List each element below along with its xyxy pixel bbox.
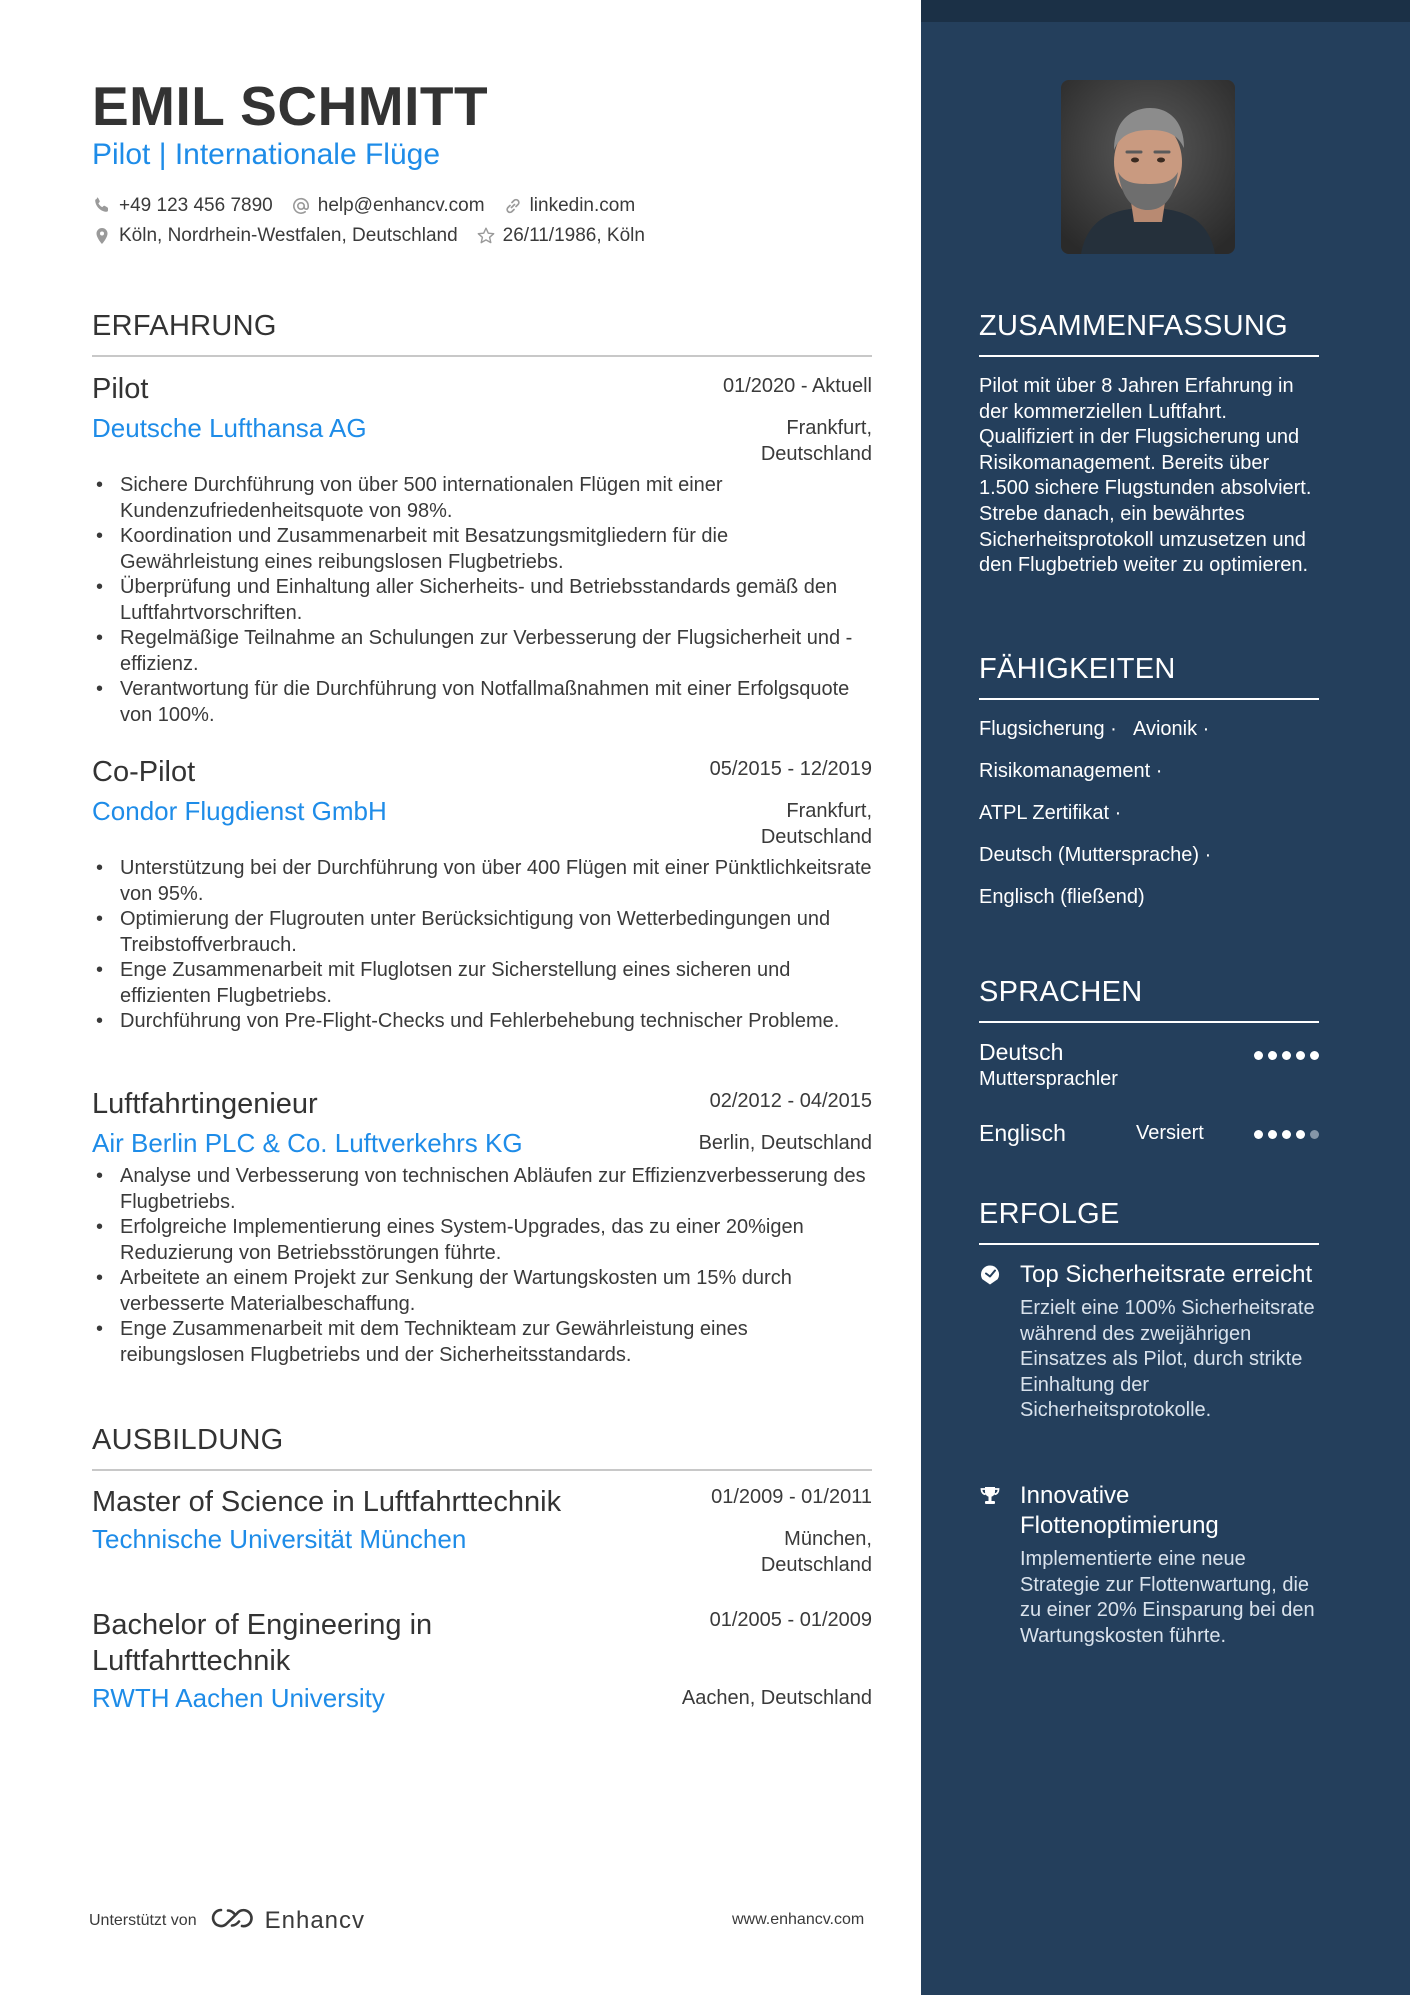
rating-dot-filled bbox=[1296, 1051, 1305, 1060]
language-name: Englisch bbox=[979, 1120, 1066, 1146]
experience-role: Luftfahrtingenieur bbox=[92, 1088, 318, 1120]
contact-link-text[interactable]: linkedin.com bbox=[529, 195, 636, 216]
rating-dot-filled bbox=[1254, 1130, 1263, 1139]
bullet-item: • Koordination und Zusammenarbeit mit Besatzungsmitgliedern für die Gewährleistung eines reibungslosen Flugbetriebs. bbox=[92, 524, 872, 575]
education-school: Technische Universität München bbox=[92, 1524, 467, 1554]
education-date: 01/2005 - 01/2009 bbox=[709, 1609, 872, 1631]
summary-text: Pilot mit über 8 Jahren Erfahrung in der kommerziellen Luftfahrt. Qualifiziert in der Flugsicherung und Risikomanagement. Bereits über 1.500 sichere Flugstunden absolviert. Strebe danach, ein bewährtes Sicherheitsprotokoll umzusetzen und den Flugbetrieb weiter zu optimieren. bbox=[979, 375, 1312, 577]
experience-company: Air Berlin PLC & Co. Luftverkehrs KG bbox=[92, 1128, 523, 1158]
skill-item: Flugsicherung · bbox=[979, 718, 1117, 740]
candidate-headline: Pilot | Internationale Flüge bbox=[92, 138, 441, 171]
bullet-item: • Enge Zusammenarbeit mit Fluglotsen zur Sicherstellung eines sicheren und effizienten Flugbetriebs. bbox=[92, 958, 872, 1009]
bullet-item: • Enge Zusammenarbeit mit dem Technikteam zur Gewährleistung eines reibungslosen Flugbetriebs und der Sicherheitsstandards. bbox=[92, 1317, 872, 1368]
experience-bullets bbox=[92, 473, 872, 728]
phone-icon bbox=[92, 196, 112, 216]
experience-date: 02/2012 - 04/2015 bbox=[709, 1090, 872, 1112]
section-title-skills: FÄHIGKEITEN bbox=[979, 653, 1319, 700]
at-icon bbox=[291, 196, 311, 216]
language-name: Deutsch bbox=[979, 1039, 1064, 1065]
skill-item: Englisch (fließend) bbox=[979, 886, 1145, 908]
experience-entry-2 bbox=[92, 756, 872, 1035]
language-level: Versiert bbox=[1136, 1122, 1204, 1144]
experience-location: Berlin, Deutschland bbox=[698, 1132, 872, 1154]
bullet-item: • Verantwortung für die Durchführung von Notfallmaßnahmen mit einer Erfolgsquote von 100%. bbox=[92, 677, 872, 728]
experience-role: Co-Pilot bbox=[92, 756, 196, 788]
rating-dot-filled bbox=[1268, 1051, 1277, 1060]
education-degree: Bachelor of Engineering in Luftfahrttechnik bbox=[92, 1609, 433, 1677]
contact-birth bbox=[476, 225, 645, 247]
skill-item: Deutsch (Muttersprache) · bbox=[979, 844, 1212, 866]
star-icon bbox=[476, 226, 496, 246]
experience-entry-1 bbox=[92, 373, 872, 728]
skill-item: ATPL Zertifikat · bbox=[979, 802, 1122, 824]
experience-bullets bbox=[92, 1164, 872, 1368]
section-title-experience: ERFAHRUNG bbox=[92, 310, 872, 357]
rating-dot-filled bbox=[1268, 1130, 1277, 1139]
experience-bullets bbox=[92, 856, 872, 1035]
footer-website[interactable]: www.enhancv.com bbox=[732, 1911, 865, 1928]
achievement-title: Top Sicherheitsrate erreicht bbox=[1020, 1261, 1313, 1288]
contact-location-text: Köln, Nordrhein-Westfalen, Deutschland bbox=[119, 225, 458, 246]
language-row-englisch bbox=[979, 1120, 1319, 1147]
education-entry-2 bbox=[92, 1607, 872, 1735]
education-location: Aachen, Deutschland bbox=[681, 1687, 872, 1709]
enhancv-logo-icon bbox=[209, 1905, 257, 1936]
experience-company: Condor Flugdienst GmbH bbox=[92, 796, 387, 826]
candidate-name: EMIL SCHMITT bbox=[92, 75, 489, 137]
bullet-item: • Sichere Durchführung von über 500 internationalen Flügen mit einer Kundenzufriedenheitsquote von 98%. bbox=[92, 473, 872, 524]
experience-date: 05/2015 - 12/2019 bbox=[709, 758, 872, 780]
contact-phone bbox=[92, 195, 273, 217]
experience-company: Deutsche Lufthansa AG bbox=[92, 413, 367, 443]
bullet-item: • Arbeitete an einem Projekt zur Senkung der Wartungskosten um 15% durch verbesserte Materialbeschaffung. bbox=[92, 1266, 872, 1317]
rating-dot-filled bbox=[1310, 1051, 1319, 1060]
language-rating bbox=[1249, 1051, 1319, 1060]
language-level: Muttersprachler bbox=[979, 1068, 1118, 1090]
rating-dot-empty bbox=[1310, 1130, 1319, 1139]
contact-link bbox=[503, 195, 636, 217]
skill-item: Risikomanagement · bbox=[979, 760, 1163, 782]
rating-dot-filled bbox=[1296, 1130, 1305, 1139]
language-row-deutsch bbox=[979, 1039, 1319, 1091]
contact-email bbox=[291, 195, 485, 217]
bullet-item: • Überprüfung und Einhaltung aller Sicherheits- und Betriebsstandards gemäß den Luftfahrtvorschriften. bbox=[92, 575, 872, 626]
powered-by-text: Unterstützt von bbox=[89, 1911, 197, 1929]
experience-location: Frankfurt, Deutschland bbox=[760, 417, 872, 465]
rating-dot-filled bbox=[1282, 1051, 1291, 1060]
bullet-item: • Unterstützung bei der Durchführung von über 400 Flügen mit einer Pünktlichkeitsrate von 95%. bbox=[92, 856, 872, 907]
section-title-education: AUSBILDUNG bbox=[92, 1424, 872, 1471]
footer-brand: Enhancv bbox=[264, 1906, 366, 1934]
footer-powered-by bbox=[89, 1905, 365, 1936]
contact-phone-text[interactable]: +49 123 456 7890 bbox=[119, 195, 273, 216]
bullet-item: • Analyse und Verbesserung von technischen Abläufen zur Effizienzverbesserung des Flugbetriebs. bbox=[92, 1164, 872, 1215]
experience-location: Frankfurt, Deutschland bbox=[760, 800, 872, 848]
shield-icon bbox=[979, 1264, 1001, 1286]
language-rating bbox=[1249, 1130, 1319, 1139]
contact-email-text[interactable]: help@enhancv.com bbox=[317, 195, 485, 216]
rating-dot-filled bbox=[1254, 1051, 1263, 1060]
bullet-item: • Optimierung der Flugrouten unter Berücksichtigung von Wetterbedingungen und Treibstoffverbrauch. bbox=[92, 907, 872, 958]
section-title-summary: ZUSAMMENFASSUNG bbox=[979, 310, 1319, 357]
bullet-item: • Regelmäßige Teilnahme an Schulungen zur Verbesserung der Flugsicherheit und -effizienz. bbox=[92, 626, 872, 677]
bullet-item: • Durchführung von Pre-Flight-Checks und Fehlerbehebung technischer Probleme. bbox=[92, 1009, 872, 1035]
contact-location bbox=[92, 225, 458, 247]
profile-photo bbox=[1061, 80, 1235, 254]
achievement-desc: Erzielt eine 100% Sicherheitsrate während des zweijährigen Einsatzes als Pilot, durch strikte Einhaltung der Sicherheitsprotokolle. bbox=[1020, 1297, 1315, 1422]
sidebar-top-band bbox=[921, 0, 1410, 22]
achievement-title: Innovative Flottenoptimierung bbox=[1020, 1482, 1219, 1539]
location-pin-icon bbox=[92, 226, 112, 246]
sidebar bbox=[921, 0, 1410, 1995]
education-school: RWTH Aachen University bbox=[92, 1683, 385, 1713]
link-icon bbox=[503, 196, 523, 216]
experience-role: Pilot bbox=[92, 373, 149, 405]
contact-birth-text: 26/11/1986, Köln bbox=[502, 225, 645, 246]
experience-date: 01/2020 - Aktuell bbox=[723, 375, 872, 397]
education-location: München, Deutschland bbox=[760, 1528, 872, 1576]
section-title-achievements: ERFOLGE bbox=[979, 1198, 1319, 1245]
contact-row-1 bbox=[92, 193, 653, 219]
education-entry-1 bbox=[92, 1484, 872, 1576]
bullet-item: • Erfolgreiche Implementierung eines System-Upgrades, das zu einer 20%igen Reduzierung von Betriebsstörungen führte. bbox=[92, 1215, 872, 1266]
achievement-item-1 bbox=[979, 1260, 1319, 1424]
education-degree: Master of Science in Luftfahrttechnik bbox=[92, 1486, 562, 1518]
achievement-item-2 bbox=[979, 1481, 1319, 1649]
rating-dot-filled bbox=[1282, 1130, 1291, 1139]
education-date: 01/2009 - 01/2011 bbox=[711, 1486, 872, 1508]
section-title-languages: SPRACHEN bbox=[979, 976, 1319, 1023]
trophy-icon bbox=[979, 1485, 1001, 1507]
experience-entry-3 bbox=[92, 1088, 872, 1368]
skill-item: Avionik · bbox=[1133, 718, 1210, 740]
contact-row-2 bbox=[92, 223, 663, 249]
achievement-desc: Implementierte eine neue Strategie zur Flottenwartung, die zu einer 20% Einsparung bei den Wartungskosten führte. bbox=[1020, 1548, 1315, 1647]
